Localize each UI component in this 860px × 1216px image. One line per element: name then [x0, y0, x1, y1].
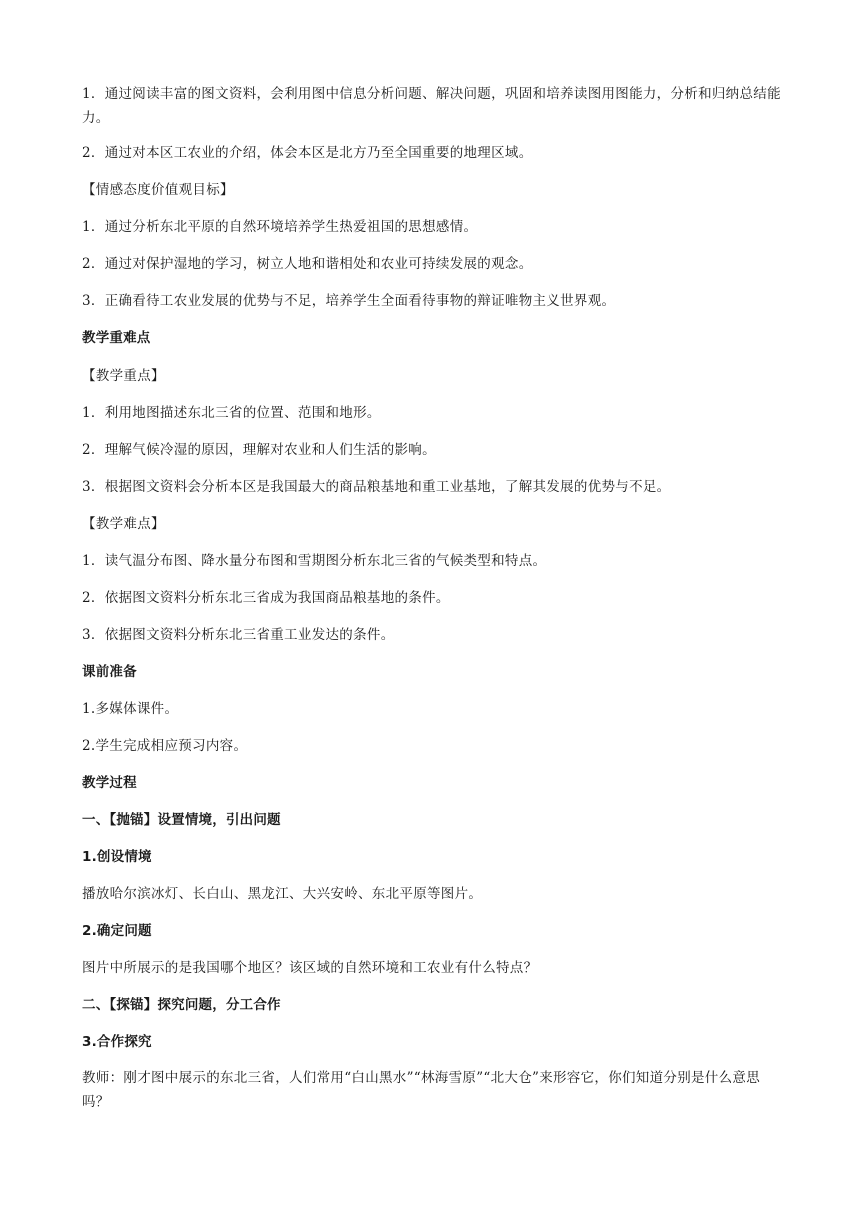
create-situation-text: 播放哈尔滨冰灯、长白山、黑龙江、大兴安岭、东北平原等图片。	[82, 886, 483, 902]
difficulty-item-1: 1．读气温分布图、降水量分布图和雪期图分析东北三省的气候类型和特点。	[82, 553, 547, 569]
teacher-prompt-text: 教师：刚才图中展示的东北三省，人们常用“白山黑水”“林海雪原”“北大仓”来形容它，你们知道分别是什么意思吗？	[82, 1070, 761, 1110]
ability-objective-2: 2．通过对本区工农业的介绍，体会本区是北方乃至全国重要的地理区域。	[82, 145, 533, 161]
subheading-teaching-focus: 【教学重点】	[82, 368, 165, 384]
heading-key-difficult-points: 教学重难点	[82, 330, 151, 346]
focus-item-1: 1．利用地图描述东北三省的位置、范围和地形。	[82, 405, 381, 421]
identify-question-text: 图片中所展示的是我国哪个地区？该区域的自然环境和工农业有什么特点？	[82, 960, 538, 976]
subheading-create-situation: 1.创设情境	[82, 849, 152, 865]
focus-item-2: 2．理解气候冷湿的原因，理解对农业和人们生活的影响。	[82, 442, 436, 458]
preparation-item-2: 2.学生完成相应预习内容。	[82, 738, 248, 754]
preparation-item-1: 1.多媒体课件。	[82, 701, 179, 717]
subheading-identify-question: 2.确定问题	[82, 923, 152, 939]
difficulty-item-2: 2．依据图文资料分析东北三省成为我国商品粮基地的条件。	[82, 590, 450, 606]
section-heading-emotion-goals: 【情感态度价值观目标】	[82, 182, 234, 198]
ability-objective-1: 1．通过阅读丰富的图文资料，会利用图中信息分析问题、解决问题，巩固和培养读图用图能力，分析和归纳总结能力。	[82, 86, 781, 126]
process-step-2-heading: 二、【探锚】探究问题，分工合作	[82, 997, 281, 1013]
process-step-1-heading: 一、【抛锚】设置情境，引出问题	[82, 812, 281, 828]
emotion-objective-3: 3．正确看待工农业发展的优势与不足，培养学生全面看待事物的辩证唯物主义世界观。	[82, 293, 616, 309]
subheading-teaching-difficulty: 【教学难点】	[82, 516, 165, 532]
difficulty-item-3: 3．依据图文资料分析东北三省重工业发达的条件。	[82, 627, 395, 643]
emotion-objective-1: 1．通过分析东北平原的自然环境培养学生热爱祖国的思想感情。	[82, 219, 478, 235]
subheading-cooperative-inquiry: 3.合作探究	[82, 1034, 152, 1050]
focus-item-3: 3．根据图文资料会分析本区是我国最大的商品粮基地和重工业基地，了解其发展的优势与不足。	[82, 479, 671, 495]
emotion-objective-2: 2．通过对保护湿地的学习，树立人地和谐相处和农业可持续发展的观念。	[82, 256, 533, 272]
heading-teaching-process: 教学过程	[82, 775, 137, 791]
heading-preparation: 课前准备	[82, 664, 137, 680]
